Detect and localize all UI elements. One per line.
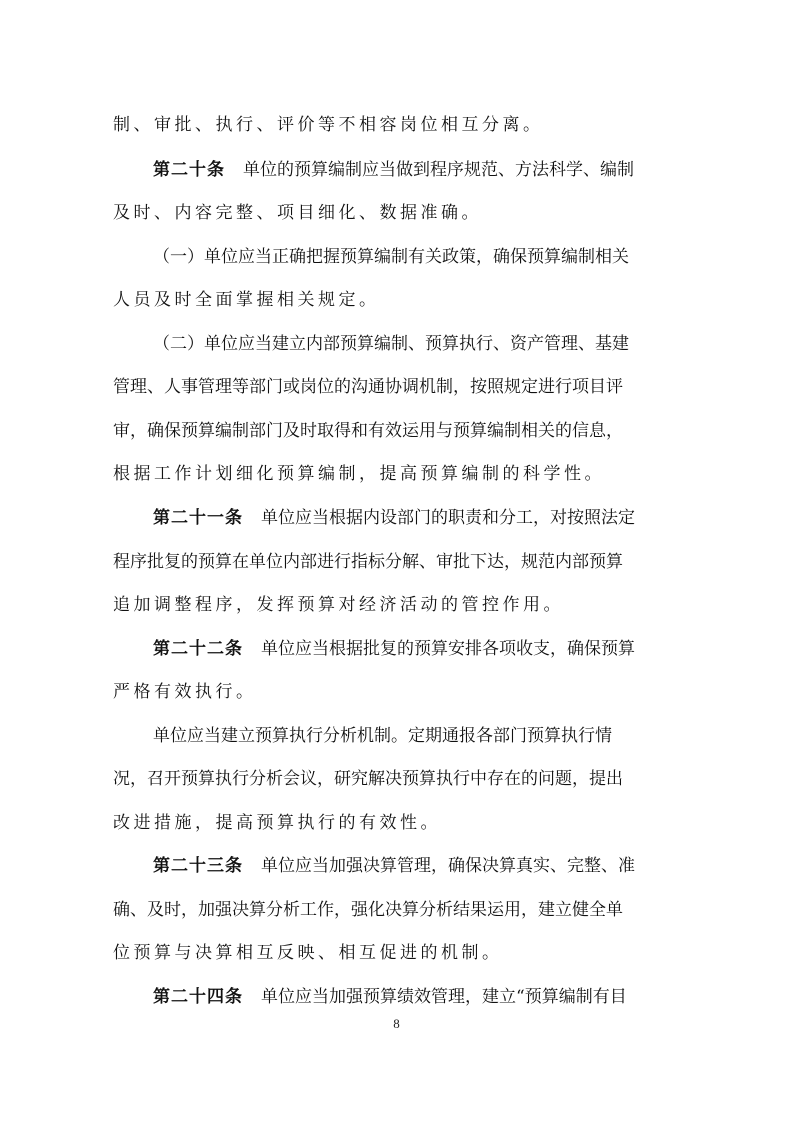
text-line: 管理、人事管理等部门或岗位的沟通协调机制，按照规定进行项目评 (113, 377, 623, 397)
text-line: （一）单位应当正确把握预算编制有关政策，确保预算编制相关 (153, 247, 629, 267)
text-line: 人员及时全面掌握相关规定。 (113, 290, 380, 310)
text-line: 审，确保预算编制部门及时取得和有效运用与预算编制相关的信息， (113, 421, 623, 441)
text-line: 根据工作计划细化预算编制，提高预算编制的科学性。 (113, 464, 605, 484)
article-22-heading-line: 第二十二条 单位应当根据批复的预算安排各项收支，确保预算 (153, 639, 635, 659)
text-line: 严格有效执行。 (113, 682, 257, 702)
text-line: 况，召开预算执行分析会议，研究解决预算执行中存在的问题，提出 (113, 769, 623, 789)
article-title: 第二十条 (153, 160, 225, 180)
text-line: 位预算与决算相互反映、相互促进的机制。 (113, 943, 503, 963)
page-number: 8 (393, 1016, 400, 1031)
article-21-heading-line: 第二十一条 单位应当根据内设部门的职责和分工，对按照法定 (153, 508, 635, 528)
text-line: （二）单位应当建立内部预算编制、预算执行、资产管理、基建 (153, 334, 629, 354)
text-line: 改进措施，提高预算执行的有效性。 (113, 813, 441, 833)
article-title: 第二十一条 (153, 508, 243, 528)
article-24-heading-line: 第二十四条 单位应当加强预算绩效管理，建立“预算编制有目 (153, 987, 627, 1007)
article-title: 第二十三条 (153, 856, 243, 876)
text-line: 制、审批、执行、评价等不相容岗位相互分离。 (113, 115, 544, 135)
article-20-heading-line: 第二十条 单位的预算编制应当做到程序规范、方法科学、编制 (153, 160, 634, 180)
text-line: 及时、内容完整、项目细化、数据准确。 (113, 203, 482, 223)
article-23-heading-line: 第二十三条 单位应当加强决算管理，确保决算真实、完整、准 (153, 856, 635, 876)
text-line: 确、及时，加强决算分析工作，强化决算分析结果运用，建立健全单 (113, 900, 623, 920)
text-line: 单位应当建立预算执行分析机制。定期通报各部门预算执行情 (153, 726, 612, 746)
text-line: 追加调整程序，发挥预算对经济活动的管控作用。 (113, 595, 564, 615)
article-title: 第二十四条 (153, 987, 243, 1007)
article-title: 第二十二条 (153, 639, 243, 659)
text-line: 程序批复的预算在单位内部进行指标分解、审批下达，规范内部预算 (113, 552, 623, 572)
